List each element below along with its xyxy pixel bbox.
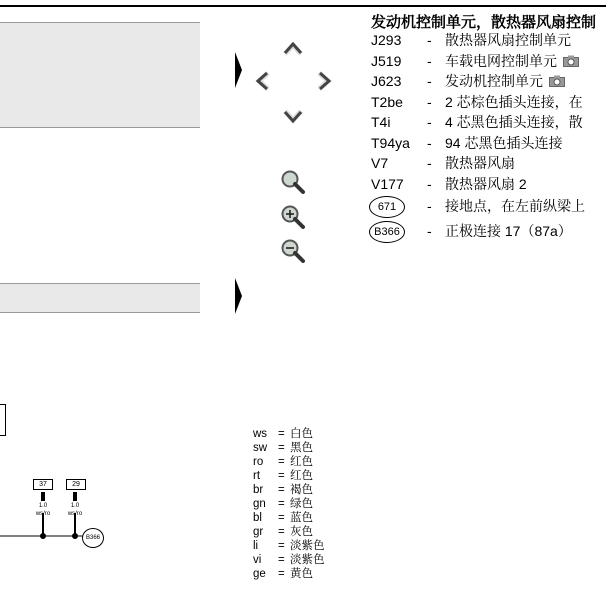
pan-left-button[interactable] (250, 68, 276, 94)
legend-dash: - (427, 134, 432, 151)
zoom-in-icon (279, 203, 307, 231)
legend-dash: - (427, 114, 432, 130)
color-row (253, 497, 325, 511)
legend-item (371, 174, 585, 195)
component-code: V177 (371, 175, 404, 192)
color-row (253, 525, 325, 539)
color-name: 蓝色 (290, 512, 313, 524)
pane-toggle-arrow-2[interactable] (235, 278, 242, 314)
color-code: vi (253, 554, 262, 566)
color-eq: = (278, 470, 285, 482)
color-code: gn (253, 498, 266, 510)
legend-dash: - (427, 93, 432, 110)
color-name: 黑色 (290, 442, 313, 454)
color-name: 红色 (290, 470, 313, 482)
color-row (253, 441, 325, 455)
legend-item (371, 153, 585, 174)
legend-title: 发动机控制单元，散热器风扇控制 (371, 14, 597, 31)
color-row (253, 511, 325, 525)
legend-list (371, 30, 585, 244)
pan-down-button[interactable] (280, 103, 306, 129)
color-eq: = (278, 456, 285, 468)
legend-item-ground (371, 194, 585, 219)
camera-icon[interactable] (549, 75, 565, 87)
chevron-right-icon (316, 70, 332, 92)
color-code: rt (253, 470, 261, 482)
component-desc: 散热器风扇 (445, 155, 515, 171)
component-code: J623 (371, 73, 402, 89)
chevron-left-icon (255, 70, 271, 92)
connector-symbol[interactable]: B366 (82, 528, 104, 548)
component-code: J293 (371, 32, 402, 48)
magnifier-icon (279, 168, 307, 196)
color-name: 红色 (290, 456, 313, 468)
legend-item (371, 133, 585, 154)
component-code: J519 (371, 52, 402, 69)
color-eq: = (278, 568, 285, 580)
color-code: ge (253, 568, 266, 580)
pan-right-button[interactable] (311, 68, 337, 94)
legend-item (371, 71, 585, 92)
color-eq: = (278, 526, 285, 538)
color-row (253, 455, 325, 469)
component-code: T94ya (371, 134, 410, 151)
legend-dash: - (427, 32, 432, 48)
color-row (253, 567, 325, 581)
legend-dash: - (427, 175, 432, 192)
color-code: sw (253, 442, 268, 454)
chevron-down-icon (282, 108, 304, 124)
connection-symbol[interactable]: B366 (369, 221, 405, 243)
terminal-box[interactable]: 29 (66, 479, 86, 490)
color-eq: = (278, 554, 285, 566)
component-desc: 散热器风扇 2 (445, 175, 527, 192)
component-desc: 4 芯黑色插头连接，散 (445, 114, 583, 130)
legend-item (371, 92, 585, 113)
component-code: T2be (371, 93, 403, 110)
left-panel-section[interactable] (0, 47, 200, 128)
color-row (253, 539, 325, 553)
wire-size: 1.0 (70, 503, 80, 509)
wire-color: ws/ro (35, 511, 51, 517)
diagram-edge-box (0, 404, 6, 436)
component-desc: 发动机控制单元 (445, 73, 543, 89)
zoom-out-icon (279, 237, 307, 265)
component-desc: 94 芯黑色插头连接 (445, 134, 563, 151)
component-desc: 2 芯棕色插头连接，在 (445, 93, 583, 110)
legend-dash: - (427, 52, 432, 69)
color-name: 淡紫色 (290, 540, 325, 552)
chevron-up-icon (282, 41, 304, 57)
component-desc: 车载电网控制单元 (445, 52, 557, 69)
color-code: gr (253, 526, 264, 538)
color-code: li (253, 540, 259, 552)
color-code: ws (253, 428, 268, 440)
color-name: 黄色 (290, 568, 313, 580)
left-panel-header[interactable] (0, 22, 200, 48)
left-panel-section-2[interactable] (0, 283, 200, 313)
pan-up-button[interactable] (280, 36, 306, 62)
color-eq: = (278, 428, 285, 440)
color-name: 褐色 (290, 484, 313, 496)
color-name: 灰色 (290, 526, 313, 538)
color-row (253, 553, 325, 567)
legend-item (371, 30, 585, 51)
color-eq: = (278, 540, 285, 552)
color-eq: = (278, 498, 285, 510)
color-key (253, 427, 325, 581)
wire-color: ws/ro (67, 511, 83, 517)
ground-point-symbol[interactable]: 671 (369, 196, 405, 218)
legend-item (371, 112, 585, 133)
legend-item-connection (371, 219, 585, 244)
component-desc: 散热器风扇控制单元 (445, 32, 571, 48)
color-code: ro (253, 456, 264, 468)
component-desc: 接地点，在左前纵梁上 (445, 198, 585, 215)
legend-item (371, 51, 585, 72)
zoom-fit-button[interactable] (279, 168, 307, 196)
wiring-diagram-fragment (0, 475, 120, 545)
camera-icon[interactable] (563, 55, 579, 67)
legend-dash: - (427, 73, 432, 89)
top-divider (0, 5, 606, 7)
color-eq: = (278, 484, 285, 496)
color-eq: = (278, 512, 285, 524)
wire-size: 1.0 (38, 503, 48, 509)
legend-dash: - (427, 223, 432, 240)
legend-dash: - (427, 155, 432, 171)
color-eq: = (278, 442, 285, 454)
color-name: 淡紫色 (290, 554, 325, 566)
color-row (253, 483, 325, 497)
terminal-box[interactable]: 37 (33, 479, 53, 490)
color-row (253, 469, 325, 483)
color-code: br (253, 484, 264, 496)
pane-toggle-arrow[interactable] (235, 52, 242, 88)
color-name: 绿色 (290, 498, 313, 510)
color-name: 白色 (290, 428, 313, 440)
color-code: bl (253, 512, 262, 524)
color-row (253, 427, 325, 441)
component-code: T4i (371, 114, 391, 130)
component-desc: 正极连接 17（87a） (445, 223, 572, 240)
legend-dash: - (427, 198, 432, 215)
zoom-out-button[interactable] (279, 237, 307, 265)
zoom-in-button[interactable] (279, 203, 307, 231)
component-code: V7 (371, 155, 389, 171)
